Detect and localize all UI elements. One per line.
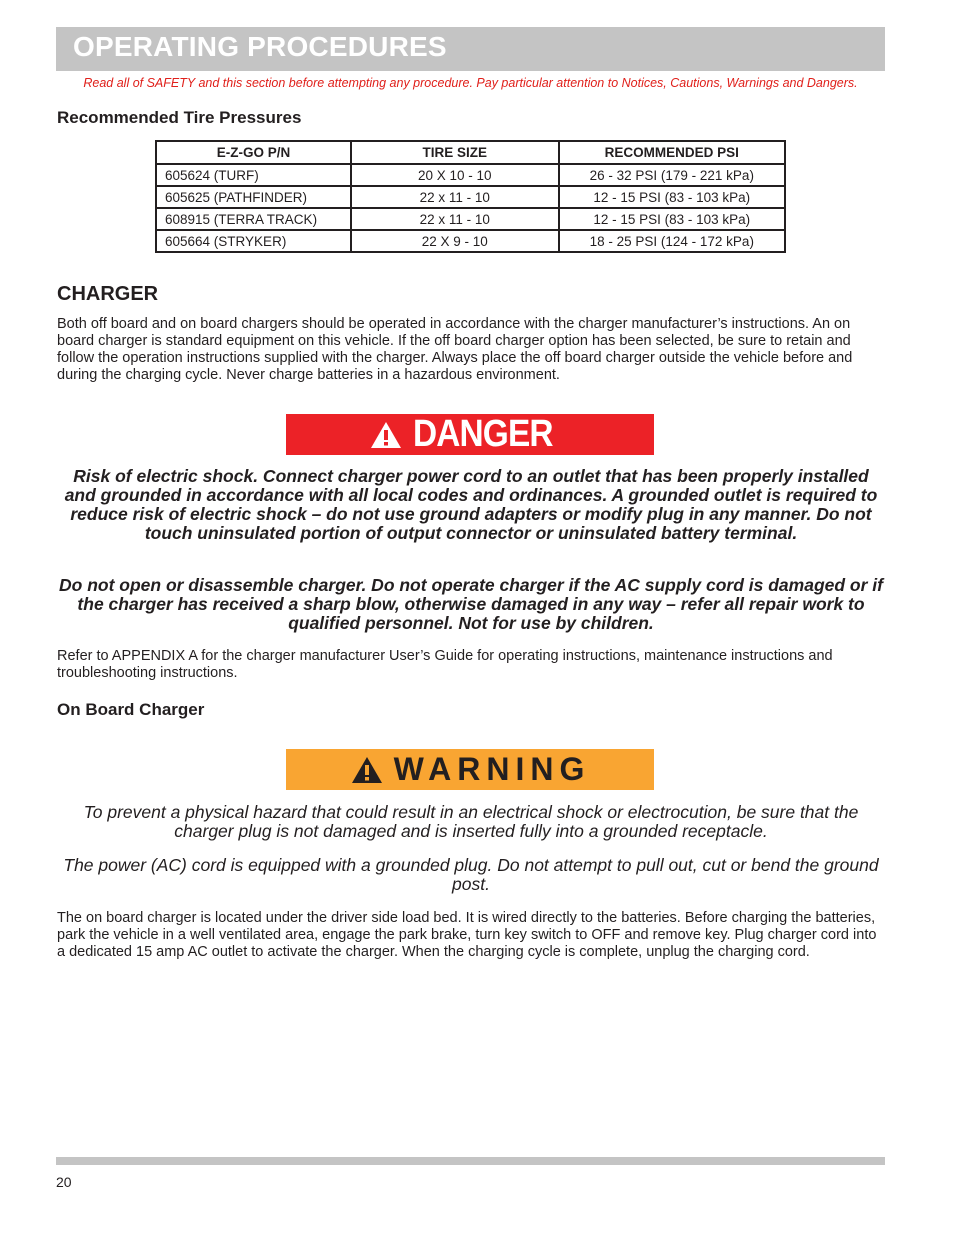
cell-psi: 12 - 15 PSI (83 - 103 kPa): [559, 186, 785, 208]
table-row: [156, 164, 785, 186]
table-row: [156, 208, 785, 230]
warning-paragraph-2: The power (AC) cord is equipped with a grounded plug. Do not attempt to pull out, cut or bend the ground post.: [63, 855, 879, 894]
column-header-size: TIRE SIZE: [351, 141, 559, 164]
footer-bar: [56, 1157, 885, 1165]
header-bar: [56, 27, 885, 71]
cell-psi: 12 - 15 PSI (83 - 103 kPa): [559, 208, 785, 230]
danger-label: DANGER: [412, 413, 553, 455]
on-board-charger-paragraph: The on board charger is located under the driver side load bed. It is wired directly to the batteries. Before charging the batteries, park the vehicle in a well ventilated area, engage the park brake, turn key switch to OFF and remove key. Plug charger cord into a dedicated 15 amp AC outlet to activate the charger. When the charging cycle is complete, unplug the charging cord.: [57, 910, 877, 960]
warning-paragraph-1: To prevent a physical hazard that could result in an electrical shock or electrocution, be sure that the charger plug is not damaged and is inserted fully into a grounded receptacle.: [83, 802, 859, 841]
cell-pn: 605664 (STRYKER): [156, 230, 351, 252]
cell-size: 20 X 10 - 10: [351, 164, 559, 186]
table-row: [156, 230, 785, 252]
warning-triangle-icon: [369, 420, 403, 450]
cell-pn: 605625 (PATHFINDER): [156, 186, 351, 208]
cell-size: 22 x 11 - 10: [351, 186, 559, 208]
warning-label: WARNING: [393, 751, 591, 787]
cell-size: 22 x 11 - 10: [351, 208, 559, 230]
danger-banner: [286, 414, 654, 455]
tire-pressure-table: [155, 140, 786, 253]
appendix-reference-paragraph: Refer to APPENDIX A for the charger manufacturer User’s Guide for operating instructions, maintenance instructions and troubleshooting instructions.: [57, 648, 833, 681]
cell-psi: 18 - 25 PSI (124 - 172 kPa): [559, 230, 785, 252]
tire-pressures-heading: Recommended Tire Pressures: [57, 108, 302, 127]
danger-paragraph-2: Do not open or disassemble charger. Do not operate charger if the AC supply cord is damaged or if the charger has received a sharp blow, otherwise damaged in any way – refer all repair work to qualified personnel. Not for use by children.: [59, 575, 883, 633]
column-header-psi: RECOMMENDED PSI: [559, 141, 785, 164]
cell-psi: 26 - 32 PSI (179 - 221 kPa): [559, 164, 785, 186]
page-number: 20: [56, 1174, 72, 1190]
page-title: OPERATING PROCEDURES: [73, 31, 447, 62]
warning-triangle-icon: [350, 755, 384, 785]
warning-banner: [286, 749, 654, 790]
cell-pn: 605624 (TURF): [156, 164, 351, 186]
charger-heading: CHARGER: [57, 283, 159, 305]
cell-size: 22 X 9 - 10: [351, 230, 559, 252]
column-header-pn: E-Z-GO P/N: [156, 141, 351, 164]
cell-pn: 608915 (TERRA TRACK): [156, 208, 351, 230]
danger-paragraph-1: Risk of electric shock. Connect charger power cord to an outlet that has been properly installed and grounded in accordance with all local codes and ordinances. A grounded outlet is required to reduce risk of electric shock – do not use ground adapters or modify plug in any manner. Do not touch uninsulated portion of output connector or uninsulated battery terminal.: [64, 466, 878, 543]
table-header-row: [156, 141, 785, 164]
table-row: [156, 186, 785, 208]
safety-note: Read all of SAFETY and this section before attempting any procedure. Pay particular attention to Notices, Cautions, Warnings and Dangers.: [83, 76, 858, 90]
on-board-charger-heading: On Board Charger: [57, 700, 205, 719]
charger-intro-paragraph: Both off board and on board chargers should be operated in accordance with the charger manufacturer’s instructions. An on board charger is standard equipment on this vehicle. If the off board charger option has been selected, be sure to retain and follow the operation instructions supplied with the charger. Always place the off board charger outside the vehicle before and during the charging cycle. Never charge batteries in a hazardous environment.: [57, 316, 853, 383]
